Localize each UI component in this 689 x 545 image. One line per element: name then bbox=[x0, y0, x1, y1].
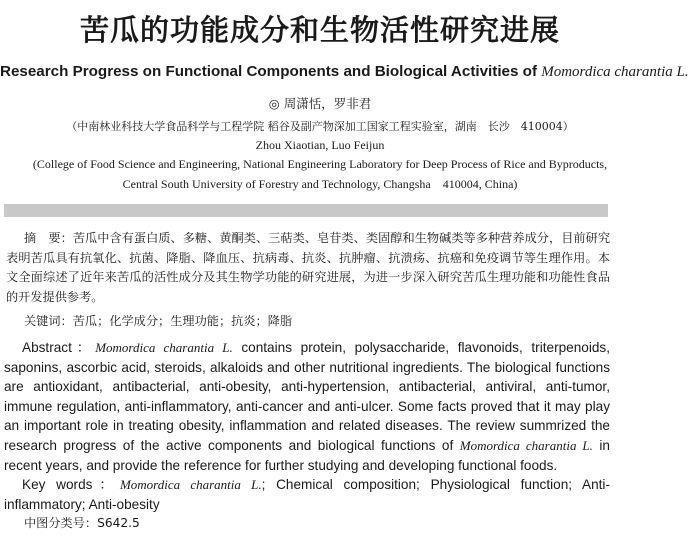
classification-value: S642.5 bbox=[97, 516, 140, 530]
author-names-chinese: 周潇恬，罗非君 bbox=[283, 96, 372, 111]
classification-label: 中图分类号： bbox=[24, 516, 98, 530]
abstract-chinese-text: 苦瓜中含有蛋白质、多糖、黄酮类、三萜类、皂苷类、类固醇和生物碱类等多种营养成分，目前研究表明苦瓜具有抗氧化、抗菌、降脂、降血压、抗病毒、抗炎、抗肿瘤、抗溃疡、抗癌和免疫调节等生理作用。本文全面综述了近年来苦瓜的活性成分及其生物学功能的研究进展，为进一步深入研究苦瓜生理功能和功能性食品的开发提供参考。 bbox=[6, 231, 611, 304]
classification-number bbox=[24, 514, 140, 531]
abstract-chinese bbox=[6, 229, 610, 307]
abstract-english bbox=[4, 338, 610, 475]
abstract-chinese-label: 摘 要： bbox=[24, 231, 73, 245]
keywords-chinese-label: 关键词： bbox=[24, 314, 73, 328]
title-english bbox=[0, 63, 689, 81]
keywords-chinese bbox=[24, 312, 614, 329]
author-mark-icon: ◎ bbox=[268, 96, 280, 111]
affiliation-chinese: （中南林业科技大学食品科学与工程学院 稻谷及副产物深加工国家工程实验室，湖南 长沙 410004） bbox=[66, 120, 574, 133]
abstract-english-text-1: contains protein, polysaccharide, flavonoids, triterpenoids, saponins, ascorbic acid, steroids, alkaloids and other nutritional ingredients. The biological functions are antioxidant, antibacterial, anti-obesity, anti-hypertension, antibacterial, antiviral, anti-tumor, immune regulation, anti-inflammatory, anti-cancer and anti-ulcer. Some facts proved that it may play an important role in treating obesity, inflammation and related diseases. The review summrized the research progress of the active components and biological functions of bbox=[4, 340, 610, 453]
authors-chinese bbox=[0, 94, 640, 112]
keywords-english bbox=[4, 475, 610, 514]
keywords-chinese-text: 苦瓜；化学成分；生理功能；抗炎；降脂 bbox=[72, 314, 293, 328]
keywords-english-text: ; Chemical composition; Physiological function; Anti-inflammatory; Anti-obesity bbox=[4, 477, 610, 512]
title-chinese: 苦瓜的功能成分和生物活性研究进展 bbox=[79, 13, 560, 47]
title-english-text: Research Progress on Functional Components and Biological Activities of bbox=[0, 63, 542, 80]
affiliation-english-line-1: (College of Food Science and Engineering, National Engineering Laboratory for Deep Process of Rice and Byproducts, bbox=[32, 157, 608, 171]
abstract-english-species: Momordica charantia L. bbox=[95, 340, 233, 355]
section-divider bbox=[4, 204, 608, 217]
keywords-english-label: Key words： bbox=[22, 477, 120, 493]
abstract-english-text-2: in recent years, and provide the reference for further studying and developing functional foods. bbox=[4, 437, 610, 473]
abstract-english-label: Abstract： bbox=[22, 340, 96, 355]
affiliation-english bbox=[0, 154, 640, 194]
keywords-english-species: Momordica charantia L. bbox=[119, 477, 262, 493]
authors-english: Zhou Xiaotian, Luo Feijun bbox=[255, 138, 385, 152]
abstract-english-block bbox=[4, 338, 610, 514]
title-english-species: Momordica charantia L. bbox=[541, 64, 689, 80]
affiliation-english-line-2: Central South University of Forestry and Technology, Changsha 410004, China) bbox=[122, 177, 518, 191]
abstract-english-species-2: Momordica charantia L. bbox=[459, 437, 593, 453]
